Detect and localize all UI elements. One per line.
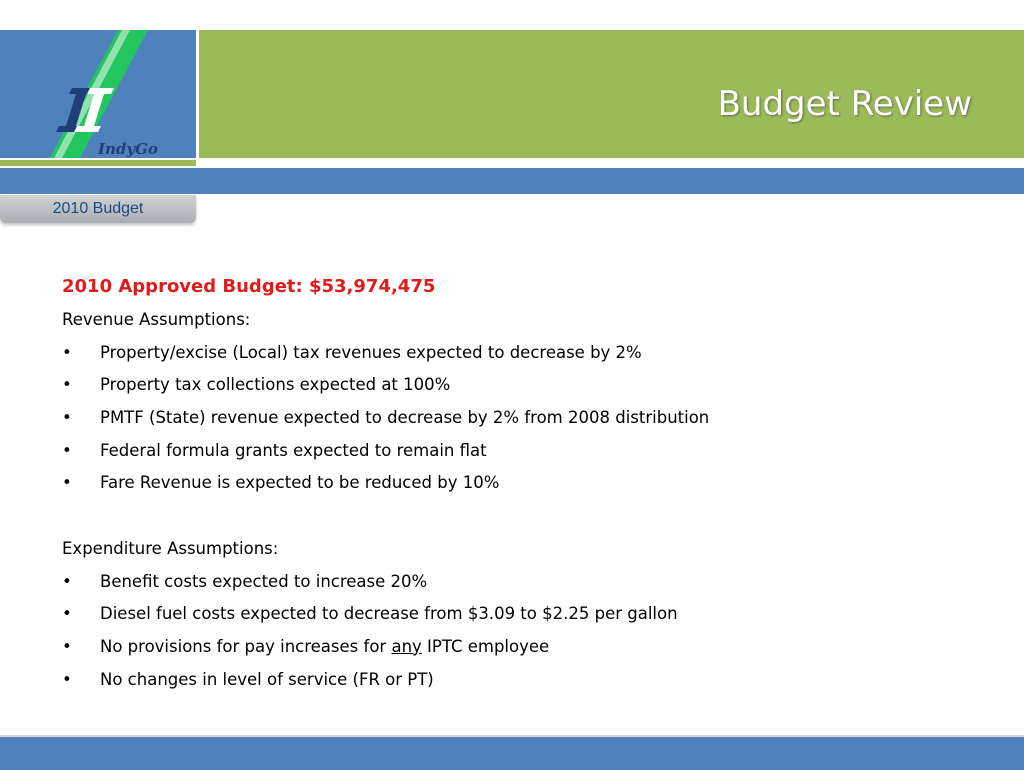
footer-band — [0, 735, 1024, 770]
section-tab-label: 2010 Budget — [52, 200, 144, 217]
list-item-text: Fare Revenue is expected to be reduced by 10% — [100, 473, 500, 493]
budget-headline: 2010 Approved Budget: $53,974,475 — [62, 276, 436, 297]
page-title: Budget Review — [717, 84, 972, 124]
section-tab — [0, 195, 196, 223]
expenditure-heading: Expenditure Assumptions: — [62, 538, 279, 558]
list-item — [62, 402, 962, 435]
list-item — [62, 467, 962, 500]
bullet-icon: • — [62, 571, 72, 591]
indygo-logo — [0, 30, 199, 160]
list-item-text: PMTF (State) revenue expected to decrease by 2% from 2008 distribution — [100, 408, 710, 428]
list-item-text: Diesel fuel costs expected to decrease from $3.09 to $2.25 per gallon — [100, 604, 678, 624]
list-item — [62, 566, 962, 599]
bullet-icon: • — [62, 473, 72, 493]
bullet-icon: • — [62, 375, 72, 395]
list-item-text: No changes in level of service (FR or PT) — [100, 669, 434, 689]
bullet-icon: • — [62, 342, 72, 362]
revenue-heading: Revenue Assumptions: — [62, 310, 251, 329]
list-item — [62, 369, 962, 402]
list-item-text: Property/excise (Local) tax revenues expected to decrease by 2% — [100, 342, 642, 362]
bullet-icon: • — [62, 440, 72, 460]
list-item-text: Property tax collections expected at 100% — [100, 375, 451, 395]
indygo-logo-icon — [0, 30, 196, 158]
list-item-text-part: IPTC employee — [421, 636, 550, 656]
list-item — [62, 664, 962, 697]
bullet-icon: • — [62, 669, 72, 689]
emphasis-any: any — [391, 636, 422, 656]
bullet-icon: • — [62, 604, 72, 624]
logo-text: IndyGo — [98, 140, 158, 158]
list-item — [62, 598, 962, 631]
slide-content — [62, 270, 962, 696]
list-item-text: Benefit costs expected to increase 20% — [100, 571, 428, 591]
list-item — [62, 435, 962, 468]
bullet-icon: • — [62, 636, 72, 656]
list-item — [62, 631, 962, 664]
spacer — [62, 500, 962, 533]
list-item-text: Federal formula grants expected to remain flat — [100, 440, 487, 460]
list-item-text — [100, 637, 549, 656]
list-item-text-part: No provisions for pay increases for — [100, 636, 392, 656]
header-blue-band — [0, 166, 1024, 194]
list-item — [62, 337, 962, 370]
bullet-icon: • — [62, 408, 72, 428]
